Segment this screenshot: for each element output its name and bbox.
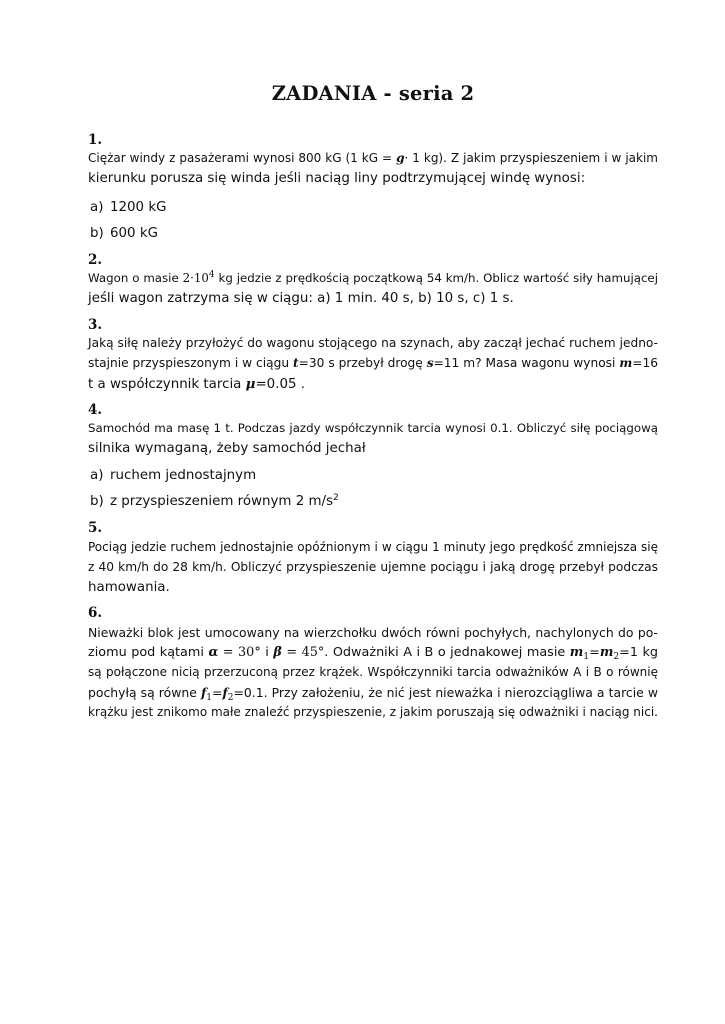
page-title: ZADANIA - seria 2 [271,82,475,105]
problem-5-line-3: hamowania. [88,580,170,595]
problem-2-line-2: jeśli wagon zatrzyma się w ciągu: a) 1 min. 40 s, b) 10 s, c) 1 s. [88,291,514,306]
problem-1-number: 1. [88,132,103,148]
problem-1-item-b: b) 600 kG [90,226,158,241]
problem-4-item-b: b) z przyspieszeniem równym 2 $m/s^2$ [90,493,339,509]
problem-3-line-3: t a współczynnik tarcia μ=0.05 . [88,376,306,392]
problem-6-line-4: pochyłą są równe $f_1=f_2=0.1$. Przy założeniu, że nić jest nieważka i nierozciągliwa a tarcie w [88,685,659,703]
gravity-symbol: g [396,151,405,165]
problem-3-line-2: stajnie przyspieszonym i w ciągu t=30 s przebył drogę s=11 m? Masa wagonu wynosi m=16 [88,356,658,370]
problem-3-number: 3. [88,317,103,333]
problem-2-line-1: Wagon o masie $2\cdot 10^4$ kg jedzie z prędkością początkową 54 km/h. Oblicz wartość siły hamującej [88,270,658,285]
problem-4-number: 4. [88,402,103,418]
problem-6-line-5: krążku jest znikomo małe znaleźć przyspieszenie, z jakim poruszają się odważniki i naciąg nici. [88,705,658,719]
problem-6-number: 6. [88,605,103,621]
problem-1-item-a: a) 1200 kG [90,200,167,215]
problem-5-line-1: Pociąg jedzie ruchem jednostajnie opóźnionym i w ciągu 1 minuty jego prędkość zmniejsza się [88,540,658,554]
alpha-symbol: α [208,645,219,660]
problem-4-item-a: a) ruchem jednostajnym [90,468,257,483]
problem-6-line-1: Nieważki blok jest umocowany na wierzchołku dwóch równi pochyłych, nachylonych do po- [88,625,658,640]
problem-5-line-2: z 40 km/h do 28 km/h. Obliczyć przyspieszenie ujemne pociągu i jaką drogę przebył podczas [88,560,658,574]
problem-1-line-1: Ciężar windy z pasażerami wynosi 800 kG (1 kG = g· 1 kg). Z jakim przyspieszeniem i w jakim [88,151,658,165]
problem-5-number: 5. [88,520,103,536]
problem-6-line-3: są połączone nicią przerzuconą przez krążek. Współczynniki tarcia odważników A i B o równię [88,665,658,679]
problem-2-number: 2. [88,252,103,268]
problem-6-line-2: ziomu pod kątami α = 30° i β = 45°. Odważniki A i B o jednakowej masie $m_1=m_2=1$ kg [88,645,659,662]
problem-4-line-2: silnika wymaganą, żeby samochód jechał [88,441,366,456]
problem-1-line-2: kierunku porusza się winda jeśli naciąg liny podtrzymującej windę wynosi: [88,171,586,186]
problem-4-line-1: Samochód ma masę 1 t. Podczas jazdy współczynnik tarcia wynosi 0.1. Obliczyć siłę pociągową [88,421,658,435]
beta-symbol: β [273,645,282,660]
problem-3-line-1: Jaką siłę należy przyłożyć do wagonu stojącego na szynach, aby zaczął jechać ruchem jedno- [88,336,658,350]
